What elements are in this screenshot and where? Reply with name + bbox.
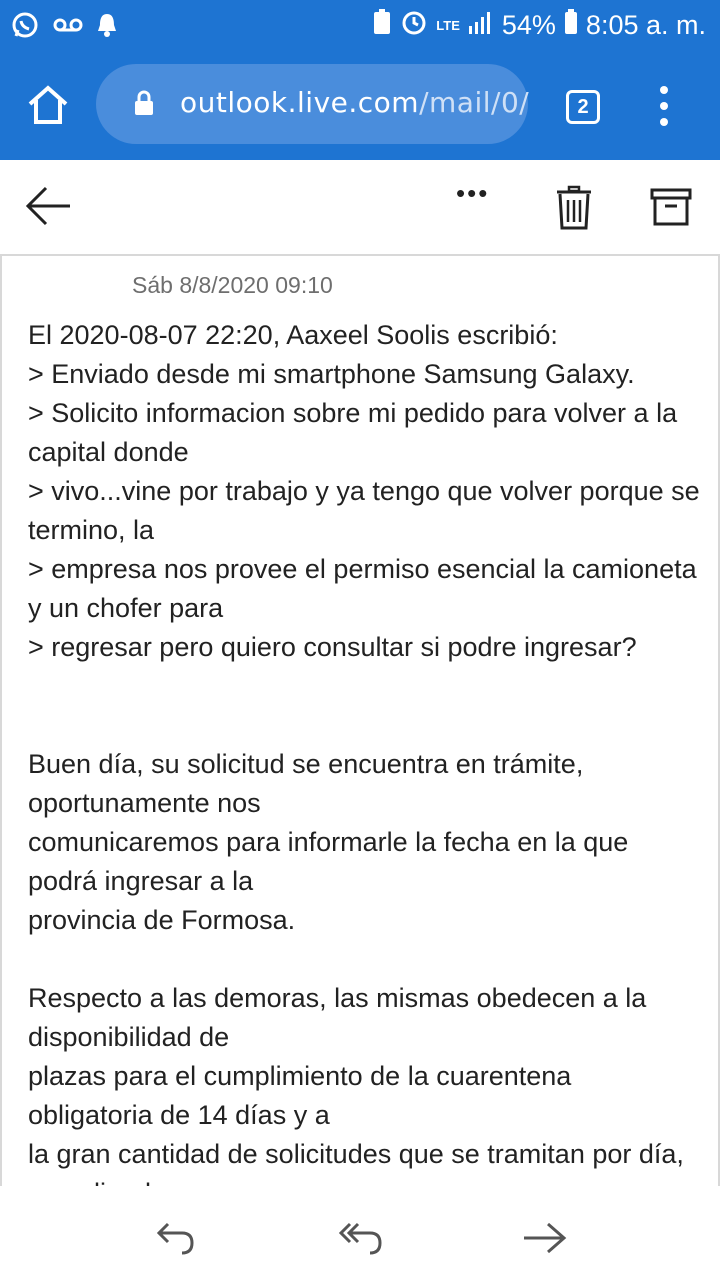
clock: 8:05 a. m. xyxy=(585,10,706,40)
signal-icon xyxy=(468,10,494,41)
battery-saver-icon xyxy=(372,8,392,43)
archive-icon xyxy=(650,188,692,226)
browser-chrome xyxy=(0,0,720,160)
bell-icon xyxy=(96,12,118,43)
home-button[interactable] xyxy=(24,80,72,128)
forward-button[interactable] xyxy=(520,1220,568,1256)
tab-switcher-button[interactable]: 2 xyxy=(566,90,600,124)
url-host: outlook.live.com xyxy=(180,86,420,119)
quoted-line: > Solicito informacion sobre mi pedido para volver a la capital donde xyxy=(28,398,678,467)
quoted-line: El 2020-08-07 22:20, Aaxeel Soolis escribió: xyxy=(28,320,558,350)
battery-percent: 54% xyxy=(501,10,556,40)
reply-line: la gran cantidad de solicitudes que se tramitan por día, xyxy=(28,1139,684,1169)
voicemail-icon xyxy=(52,15,84,40)
url-text xyxy=(180,86,529,119)
alarm-icon xyxy=(400,8,428,43)
forward-arrow-icon xyxy=(520,1220,568,1256)
quoted-line: > regresar pero quiero consultar si podre ingresar? xyxy=(28,632,637,662)
reply-button[interactable] xyxy=(156,1220,196,1256)
reply-all-icon xyxy=(338,1220,384,1256)
reply-line: plazas para el cumplimiento de la cuarentena obligatoria de 14 días y a xyxy=(28,1061,572,1130)
delete-button[interactable] xyxy=(556,186,592,230)
trash-icon xyxy=(556,186,592,230)
message-date: Sáb 8/8/2020 09:10 xyxy=(132,272,333,298)
url-bar[interactable] xyxy=(96,64,528,144)
back-arrow-icon xyxy=(24,184,74,228)
status-bar xyxy=(0,0,720,52)
url-path: /mail/0/ xyxy=(419,86,530,119)
network-type: LTE xyxy=(436,18,460,33)
message-body xyxy=(28,316,700,1213)
more-options-button[interactable]: ••• xyxy=(456,178,490,208)
reply-line: Respecto a las demoras, las mismas obedecen a la disponibilidad de xyxy=(28,983,647,1052)
lock-icon xyxy=(134,90,154,116)
battery-icon xyxy=(564,9,578,42)
mail-toolbar xyxy=(0,160,720,254)
address-row xyxy=(0,62,720,148)
whatsapp-icon xyxy=(10,10,40,45)
reply-all-button[interactable] xyxy=(338,1220,384,1256)
quoted-line: > vivo...vine por trabajo y ya tengo que volver porque se termino, la xyxy=(28,476,700,545)
back-button[interactable] xyxy=(24,184,74,228)
message-view xyxy=(0,254,720,1186)
archive-button[interactable] xyxy=(650,188,692,226)
reply-line: provincia de Formosa. xyxy=(28,905,296,935)
reply-icon xyxy=(156,1220,196,1256)
quoted-line: > Enviado desde mi smartphone Samsung Galaxy. xyxy=(28,359,635,389)
home-icon xyxy=(24,80,72,128)
browser-menu-button[interactable] xyxy=(654,86,674,130)
reply-line: comunicaremos para informarle la fecha en la que podrá ingresar a la xyxy=(28,827,629,896)
message-actions-bar xyxy=(0,1186,720,1280)
reply-line: Buen día, su solicitud se encuentra en trámite, oportunamente nos xyxy=(28,749,584,818)
quoted-line: > empresa nos provee el permiso esencial la camioneta y un chofer para xyxy=(28,554,697,623)
